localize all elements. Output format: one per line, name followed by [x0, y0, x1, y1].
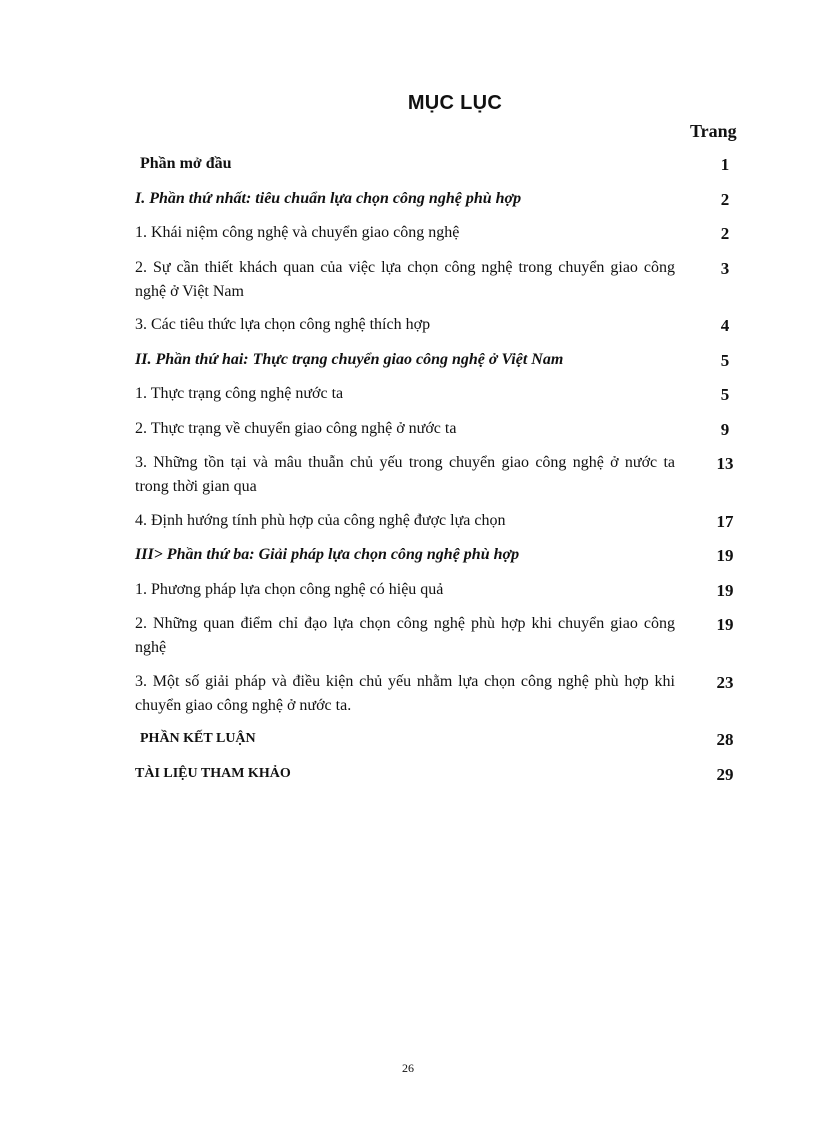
toc-entry-1-3 [135, 313, 745, 338]
toc-entry-page: 23 [716, 672, 734, 692]
toc-entry-1-2 [135, 256, 745, 304]
toc-entry-text: 4. Định hướng tính phù hợp của công nghệ được lựa chọn [135, 511, 506, 529]
toc-entry-page: 5 [720, 385, 730, 404]
toc-entry-text: TÀI LIỆU THAM KHẢO [135, 765, 291, 781]
toc-entry-page: 17 [716, 511, 734, 531]
toc-entry-text: 1. Khái niệm công nghệ và chuyển giao công nghệ [135, 224, 460, 241]
toc-entry-page: 1 [720, 155, 730, 174]
toc-entry-2-3 [135, 451, 745, 499]
toc-entry-text: 2. Sự cần thiết khách quan của việc lựa chọn công nghệ trong chuyển giao công nghệ ở Việt Nam [135, 258, 675, 300]
toc-entry-page: 13 [716, 454, 734, 473]
page-column-header: Trang [690, 121, 737, 141]
toc-entry-text: 1. Phương pháp lựa chọn công nghệ có hiệu quả [135, 580, 444, 598]
toc-entry-page: 9 [720, 419, 730, 439]
toc-entry-1-1 [135, 221, 745, 246]
toc-entry-page: 29 [716, 764, 734, 784]
toc-entry-2-1 [135, 382, 745, 407]
toc-entry-text: 2. Thực trạng về chuyển giao công nghệ ở nước ta [135, 419, 457, 437]
toc-entry-text: Phần mở đầu [140, 155, 232, 172]
toc-entry-page: 19 [716, 580, 734, 600]
toc-entry-page: 28 [716, 730, 734, 749]
toc-entry-text: III> Phần thứ ba: Giải pháp lựa chọn công nghệ phù hợp [135, 546, 520, 563]
page-number: 26 [402, 1061, 414, 1075]
toc-entry-text: 3. Các tiêu thức lựa chọn công nghệ thích hợp [135, 316, 431, 333]
toc-entry-text: 2. Những quan điểm chỉ đạo lựa chọn công nghệ phù hợp khi chuyển giao công nghệ [135, 615, 675, 656]
toc-entry-page: 5 [720, 350, 730, 370]
toc-entry-text: II. Phần thứ hai: Thực trạng chuyển giao công nghệ ở Việt Nam [135, 350, 564, 368]
toc-entry-3-2 [135, 612, 745, 660]
toc-entry-page: 2 [720, 189, 730, 209]
page-title: MỤC LỤC [407, 92, 503, 114]
toc-entry-conclusion [135, 727, 745, 752]
toc-entry-3-1 [135, 578, 745, 603]
toc-entry-text: 1. Thực trạng công nghệ nước ta [135, 385, 344, 402]
toc-entry-page: 3 [720, 258, 730, 278]
toc-entry-part-3 [135, 543, 745, 568]
toc-entry-page: 4 [720, 316, 730, 335]
toc-entry-2-2 [135, 417, 745, 442]
toc-entry-part-1 [135, 187, 745, 212]
toc-entry-text: I. Phần thứ nhất: tiêu chuẩn lựa chọn công nghệ phù hợp [135, 189, 522, 207]
toc-entry-references [135, 762, 745, 787]
toc-entry-page: 19 [716, 615, 734, 634]
toc-entry-text: 3. Một số giải pháp và điều kiện chủ yếu nhằm lựa chọn công nghệ phù hợp khi chuyển giao công nghệ ở nước ta. [135, 672, 675, 714]
toc-entry-text: 3. Những tồn tại và mâu thuẫn chủ yếu trong chuyển giao công nghệ ở nước ta trong thời gian qua [135, 454, 675, 495]
toc-entry-2-4 [135, 509, 745, 534]
toc-entry-page: 19 [716, 546, 734, 565]
toc-entry-intro [135, 152, 745, 177]
toc-entry-part-2 [135, 348, 745, 373]
toc-entry-page: 2 [720, 224, 730, 243]
toc-entry-3-3 [135, 670, 745, 718]
toc-entry-text: PHẦN KẾT LUẬN [140, 731, 256, 746]
table-of-contents [135, 152, 745, 796]
